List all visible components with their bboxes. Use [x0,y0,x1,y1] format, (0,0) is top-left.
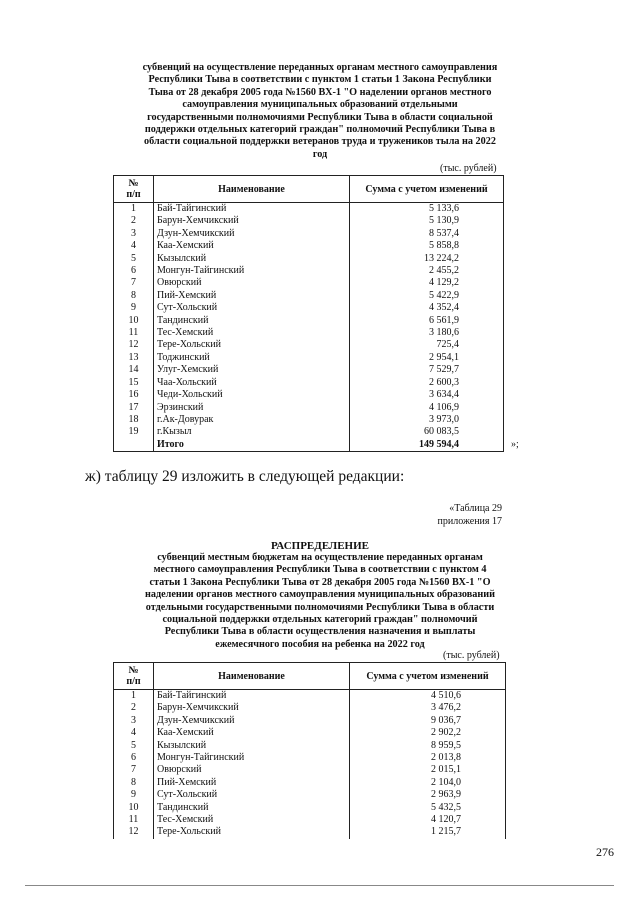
row-name: Пий-Хемский [154,290,350,302]
row-number: 3 [114,715,154,727]
row-sum: 4 129,2 [350,277,504,289]
row-number: 11 [114,327,154,339]
total-row [114,439,504,452]
table-row [114,752,506,764]
table-row [114,327,504,339]
heading-line: области социальной поддержки ветеранов труда и тружеников тыла на 2022 [144,136,496,148]
row-name: Тес-Хемский [154,814,350,826]
bottom-divider [25,885,614,886]
row-name: Бай-Тайгинский [154,690,350,703]
row-number: 4 [114,727,154,739]
table-reference [438,503,502,528]
section2-units: (тыс. рублей) [443,650,500,661]
row-sum: 4 352,4 [350,302,504,314]
row-name: Дзун-Хемчикский [154,228,350,240]
table-row [114,414,504,426]
table-row [114,764,506,776]
row-number: 13 [114,352,154,364]
table-row [114,402,504,414]
table-row [114,727,506,739]
row-number: 6 [114,752,154,764]
table-header-row [114,663,506,690]
total-label: Итого [154,439,350,452]
row-sum: 5 432,5 [350,802,506,814]
row-name: Каа-Хемский [154,240,350,252]
row-name: Пий-Хемский [154,777,350,789]
row-name: Тандинский [154,802,350,814]
row-number: 2 [114,702,154,714]
row-name: Тандинский [154,315,350,327]
table-row [114,302,504,314]
row-number: 16 [114,389,154,401]
section1-heading [110,62,530,161]
table-row [114,215,504,227]
row-sum: 8 537,4 [350,228,504,240]
row-sum: 7 529,7 [350,364,504,376]
row-number: 3 [114,228,154,240]
row-sum: 2 104,0 [350,777,506,789]
heading-line: Республики Тыва в соответствии с пунктом 1 статьи 1 Закона Республики [148,74,492,86]
table-row [114,814,506,826]
row-name: Чеди-Хольский [154,389,350,401]
row-name: Сут-Хольский [154,302,350,314]
row-number: 15 [114,377,154,389]
column-header-number: № п/п [114,663,154,690]
section1-table [113,175,504,452]
row-name: Эрзинский [154,402,350,414]
row-name: Монгун-Тайгинский [154,265,350,277]
row-number: 19 [114,426,154,438]
table-row [114,377,504,389]
table-row [114,265,504,277]
row-sum: 13 224,2 [350,253,504,265]
table-row [114,690,506,703]
row-sum: 5 130,9 [350,215,504,227]
table-row [114,315,504,327]
heading-line: государственными полномочиями Республики Тыва в области социальной [147,111,493,123]
row-number: 4 [114,240,154,252]
row-sum: 5 858,8 [350,240,504,252]
table-reference-line: «Таблица 29 [449,503,502,514]
table-row [114,339,504,351]
row-sum: 2 015,1 [350,764,506,776]
column-header-sum: Сумма с учетом изменений [350,663,506,690]
table-row [114,426,504,438]
table-row [114,389,504,401]
table-header-row [114,176,504,203]
row-number: 8 [114,777,154,789]
row-number: 10 [114,802,154,814]
row-name: Улуг-Хемский [154,364,350,376]
heading-line: субвенций местным бюджетам на осуществление переданных органам [157,552,483,563]
row-name: Барун-Хемчикский [154,702,350,714]
table-row [114,740,506,752]
row-number: 18 [114,414,154,426]
heading-line: ежемесячного пособия на ребенка на 2022 год [215,638,425,650]
row-name: Тере-Хольский [154,826,350,838]
row-sum: 5 422,9 [350,290,504,302]
row-name: Чаа-Хольский [154,377,350,389]
row-sum: 3 973,0 [350,414,504,426]
table-row [114,777,506,789]
row-number: 12 [114,826,154,838]
row-name: Кызылский [154,253,350,265]
row-number: 17 [114,402,154,414]
row-name: Овюрский [154,277,350,289]
heading-line: наделении органов местного самоуправления муниципальных образований [145,589,495,601]
row-sum: 60 083,5 [350,426,504,438]
row-number: 9 [114,789,154,801]
column-header-name: Наименование [154,663,350,690]
heading-line: поддержки отдельных категорий граждан" полномочий Республики Тыва в [144,124,496,136]
table-row [114,240,504,252]
closing-quote: »; [511,439,519,450]
heading-line: субвенций на осуществление переданных органам местного самоуправления [142,62,498,73]
row-name: Монгун-Тайгинский [154,752,350,764]
table-row [114,290,504,302]
row-name: г.Ак-Довурак [154,414,350,426]
row-number: 12 [114,339,154,351]
row-name: Тере-Хольский [154,339,350,351]
row-name: Овюрский [154,764,350,776]
table-row [114,203,504,216]
row-sum: 5 133,6 [350,203,504,216]
heading-line: социальной поддержки отдельных категорий граждан" полномочий [162,614,478,626]
table-row [114,826,506,838]
row-name: Барун-Хемчикский [154,215,350,227]
row-name: Тес-Хемский [154,327,350,339]
table-row [114,789,506,801]
section2-heading [110,552,530,651]
row-sum: 3 634,4 [350,389,504,401]
row-sum: 3 476,2 [350,702,506,714]
table-row [114,277,504,289]
row-sum: 2 013,8 [350,752,506,764]
row-sum: 1 215,7 [350,826,506,838]
table-row [114,253,504,265]
row-sum: 2 600,3 [350,377,504,389]
row-sum: 2 963,9 [350,789,506,801]
heading-line: местного самоуправления Республики Тыва в соответствии с пунктом 4 [153,564,487,576]
table-row [114,364,504,376]
distribution-title: РАСПРЕДЕЛЕНИЕ [270,540,369,552]
heading-line: Республики Тыва в области осуществления назначения и выплаты [164,626,476,638]
row-number: 11 [114,814,154,826]
row-number: 7 [114,764,154,776]
row-number: 6 [114,265,154,277]
column-header-name: Наименование [154,176,350,203]
page-number: 276 [596,845,614,859]
row-number: 10 [114,315,154,327]
column-header-number: № п/п [114,176,154,203]
row-name: Тоджинский [154,352,350,364]
instruction-text: ж) таблицу 29 изложить в следующей редакции: [85,468,405,485]
heading-line: год [312,148,328,160]
heading-line: Тыва от 28 декабря 2005 года №1560 ВХ-1 "О наделении органов местного [148,86,492,98]
column-header-sum: Сумма с учетом изменений [350,176,504,203]
row-number: 5 [114,253,154,265]
row-sum: 6 561,9 [350,315,504,327]
table-row [114,715,506,727]
table-row [114,702,506,714]
row-sum: 4 106,9 [350,402,504,414]
heading-line: статьи 1 Закона Республики Тыва от 28 декабря 2005 года №1560 ВХ-1 "О [149,576,491,588]
row-number: 8 [114,290,154,302]
row-number: 2 [114,215,154,227]
row-sum: 4 510,6 [350,690,506,703]
row-sum: 3 180,6 [350,327,504,339]
section2-table [113,662,506,839]
row-sum: 725,4 [350,339,504,351]
row-name: г.Кызыл [154,426,350,438]
section1-units: (тыс. рублей) [440,163,497,174]
heading-line: самоуправления муниципальных образований отдельными [182,99,458,111]
row-sum: 2 954,1 [350,352,504,364]
row-name: Сут-Хольский [154,789,350,801]
row-number: 9 [114,302,154,314]
row-sum: 2 902,2 [350,727,506,739]
row-number: 1 [114,203,154,216]
table-row [114,352,504,364]
row-number: 14 [114,364,154,376]
row-sum: 2 455,2 [350,265,504,277]
table-reference-line: приложения 17 [437,515,502,527]
row-number: 5 [114,740,154,752]
row-name: Бай-Тайгинский [154,203,350,216]
row-name: Кызылский [154,740,350,752]
row-number: 7 [114,277,154,289]
row-sum: 9 036,7 [350,715,506,727]
row-name: Каа-Хемский [154,727,350,739]
total-sum: 149 594,4 [350,439,504,452]
row-sum: 4 120,7 [350,814,506,826]
row-number: 1 [114,690,154,703]
table-row [114,228,504,240]
row-name: Дзун-Хемчикский [154,715,350,727]
row-sum: 8 959,5 [350,740,506,752]
heading-line: отдельными государственными полномочиями Республики Тыва в области [145,601,495,613]
table-row [114,802,506,814]
